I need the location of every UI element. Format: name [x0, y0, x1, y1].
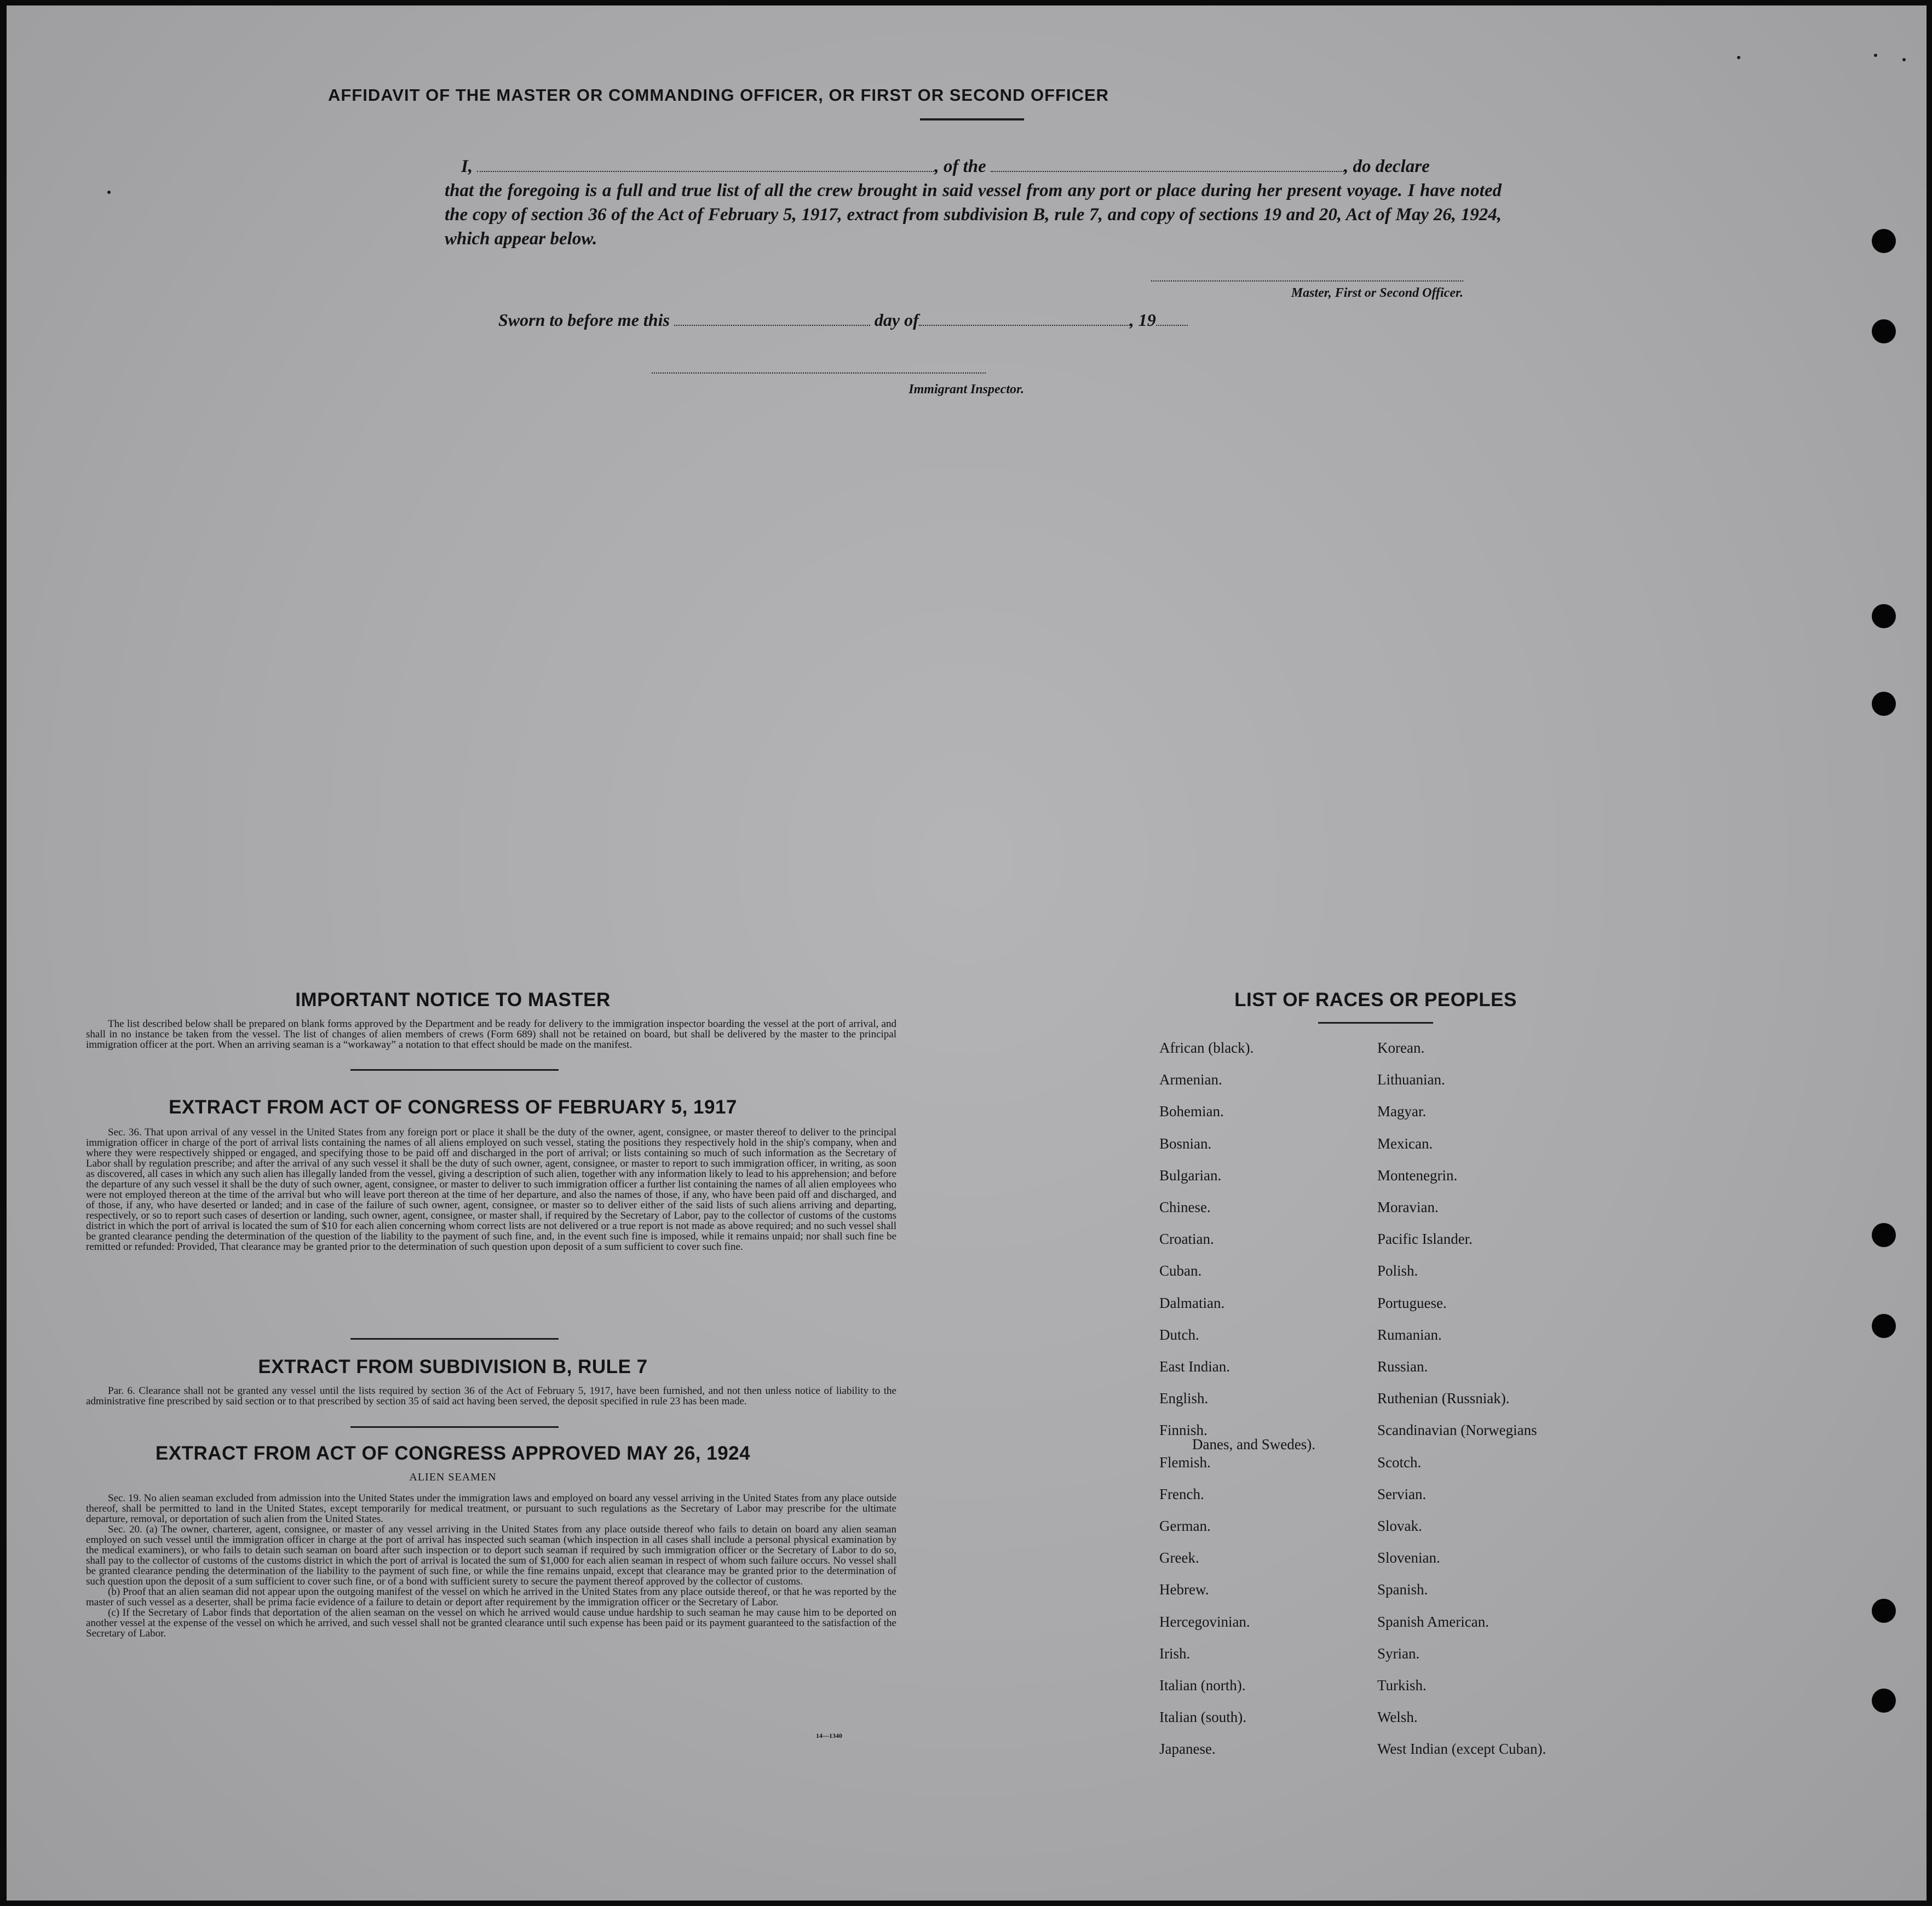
sec20a-text: Sec. 20. (a) The owner, charterer, agent, consignee, or master of any vessel arriving in the United States from any place outside thereof who fails to detain on board any alien seaman employed on such vessel until the immigration officer in charge at the port of arrival has inspected such seaman (which inspection in all cases shall include a personal physical examination by the medical examiners), or who fails to detain such seaman on board after such inspection or to deport such seaman if required by such immigration officer or the Secretary of Labor to do so, shall pay to the collector of customs of the customs district in which the port of arrival is located the sum of $1,000 for each alien seaman in respect of whom such failure occurs. No vessel shall be granted clearance pending the determination of the liability to the payment of such fine, or while the fine remains unpaid, except that clearance may be granted prior to the determination of such question upon the deposit of a sum sufficient to cover such fine, or of a bond with sufficient surety to secure the payment thereof approved by the collector of customs. — [86, 1524, 896, 1587]
race-item: Korean. — [1377, 1040, 1425, 1056]
officer-name-field[interactable] — [477, 157, 934, 172]
race-item: Irish. — [1159, 1645, 1191, 1662]
race-item: Slovak. — [1377, 1518, 1422, 1534]
race-item: Armenian. — [1159, 1071, 1222, 1088]
race-item: Montenegrin. — [1377, 1167, 1458, 1184]
of-the-text: , of the — [934, 157, 986, 176]
master-signature-field[interactable] — [1151, 280, 1463, 282]
extract-1924-body — [86, 1493, 896, 1639]
sworn-month-field[interactable] — [919, 311, 1130, 326]
race-item: Servian. — [1377, 1485, 1427, 1502]
race-item: Russian. — [1377, 1358, 1428, 1375]
race-item: Bosnian. — [1159, 1135, 1212, 1152]
race-item: Syrian. — [1377, 1645, 1420, 1662]
punch-hole — [1872, 1223, 1896, 1247]
race-item: Bohemian. — [1159, 1103, 1224, 1120]
race-item: Chinese. — [1159, 1199, 1211, 1215]
extract-1917-title: EXTRACT FROM ACT OF CONGRESS OF FEBRUARY 5, 1917 — [169, 1096, 737, 1118]
declaration-first-line — [445, 154, 1502, 179]
vessel-name-field[interactable] — [991, 157, 1344, 172]
sworn-line — [498, 310, 1188, 330]
sworn-prefix: Sworn to before me this — [498, 310, 670, 330]
race-item: French. — [1159, 1485, 1204, 1502]
punch-hole — [1872, 1689, 1896, 1713]
race-item: Greek. — [1159, 1549, 1199, 1566]
master-signature-label: Master, First or Second Officer. — [1291, 286, 1463, 300]
notice-body: The list described below shall be prepared on blank forms approved by the Department and be ready for delivery to the immigration inspector boarding the vessel at the port of arrival, and shall in no instance be taken from the vessel. The list of changes of alien members of crews (Form 689) shall not be retained on board, but shall be delivered by the master to the principal immigration officer at the port. When an arriving seaman is a “workaway” a notation to that effect should be made on the manifest. — [86, 1018, 896, 1050]
race-item: Italian (north). — [1159, 1677, 1246, 1693]
punch-hole — [1872, 1599, 1896, 1623]
declaration-text: that the foregoing is a full and true list of all the crew brought in said vessel from any port or place during her present voyage. I have noted the copy of section 36 of the Act of February 5, 1917, extract from subdivision B, rule 7, and copy of sections 19 and 20, Act of May 26, 1924, which appear below. — [445, 181, 1502, 249]
race-item: Slovenian. — [1377, 1549, 1440, 1566]
rule7-body: Par. 6. Clearance shall not be granted any vessel until the lists required by section 36 of the Act of February 5, 1917, have been furnished, and not then unless notice of liability to the administrative fine prescribed by said section or to that prescribed by section 35 of said act having been served, the deposit specified in rule 23 has been made. — [86, 1385, 896, 1407]
sworn-year-field[interactable] — [1156, 311, 1188, 326]
sec19-text: Sec. 19. No alien seaman excluded from admission into the United States under the immigration laws and employed on board any vessel arriving in the United States from any place outside thereof, shall be permitted to land in the United States, except temporarily for medical treatment, or pursuant to such regulations as the Secretary of Labor may prescribe for the ultimate departure, removal, or deportation of such alien from the United States. — [86, 1492, 896, 1525]
year-prefix: , 19 — [1129, 310, 1156, 330]
race-item: West Indian (except Cuban). — [1377, 1741, 1546, 1758]
affidavit-declaration — [445, 154, 1502, 251]
race-item: English. — [1159, 1390, 1209, 1407]
sworn-day-field[interactable] — [674, 311, 870, 326]
race-item: Croatian. — [1159, 1231, 1214, 1248]
race-item: Ruthenian (Russniak). — [1377, 1390, 1510, 1407]
sec20b-text: (b) Proof that an alien seaman did not appear upon the outgoing manifest of the vessel on which he arrived in the United States from any place outside thereof, or that he was reported by the master of such vessel as a deserter, shall be prima facie evidence of a failure to detain or deport after requirement by the immigration officer or the Secretary of Labor. — [86, 1586, 896, 1608]
race-item: Lithuanian. — [1377, 1071, 1445, 1088]
race-item: Dutch. — [1159, 1326, 1199, 1343]
race-item: Hebrew. — [1159, 1581, 1209, 1598]
races-title: LIST OF RACES OR PEOPLES — [1234, 989, 1517, 1011]
race-item: Spanish American. — [1377, 1613, 1489, 1630]
punch-hole — [1872, 692, 1896, 716]
ink-speck — [1874, 54, 1877, 57]
document-page — [7, 5, 1927, 1901]
sec20c-text: (c) If the Secretary of Labor finds that deportation of the alien seaman on the vessel on which he arrived would cause undue hardship to such seaman he may cause him to be deported on another vessel at the expense of the vessel on which he arrived, and such vessel shall not be granted clearance until such expense has been paid or its payment guaranteed to the satisfaction of the Secretary of Labor. — [86, 1607, 896, 1639]
race-item: Finnish. — [1159, 1422, 1208, 1439]
race-item: Japanese. — [1159, 1741, 1216, 1758]
inspector-signature-field[interactable] — [652, 372, 986, 374]
section-rule — [350, 1338, 559, 1340]
race-item: East Indian. — [1159, 1358, 1230, 1375]
title-rule — [920, 118, 1024, 120]
race-item: Magyar. — [1377, 1103, 1427, 1120]
race-item: Scandinavian (Norwegians — [1377, 1422, 1537, 1439]
day-of-text: day of — [874, 310, 919, 330]
race-item: Mexican. — [1377, 1135, 1433, 1152]
section-rule — [350, 1426, 559, 1428]
extract-1917-body: Sec. 36. That upon arrival of any vessel in the United States from any foreign port or place it shall be the duty of the owner, agent, consignee, or master thereof to deliver to the principal immigration officer in charge of the port of arrival lists containing the names of all aliens employed on such vessel, stating the positions they respectively hold in the ship's company, when and where they were respectively shipped or engaged, and specifying those to be paid off and discharged in the port of arrival; or lists containing so much of such information as the Secretary of Labor shall by regulation prescribe; and after the arrival of any such vessel it shall be the duty of such owner, agent, consignee, or master to report to such immigration officer, in writing, as soon as discovered, all cases in which any such alien has illegally landed from the vessel, giving a description of such alien, together with any information likely to lead to his apprehension; and before the departure of any such vessel it shall be the duty of such owner, agent, consignee, or master to deliver to such immigration officer a further list containing the names of all alien employees who were not employed thereon at the time of the arrival but who will leave port thereon at the time of her departure, and also the names of those, if any, who have been paid off and discharged, and of those, if any, who have deserted or landed; and in case of the failure of such owner, agent, consignee, or master so to deliver either of the said lists of such aliens arriving and departing, respectively, or so to report such cases of desertion or landing, such owner, agent, consignee, or master shall, if required by the Secretary of Labor, pay to the collector of customs of the customs district in which the port of arrival is located the sum of $10 for each alien concerning whom correct lists are not delivered or a true report is not made as above required; and no such vessel shall be granted clearance pending the determination of the question of the liability to the payment of such fine, and, in the event such fine is imposed, while it remains unpaid; nor shall such fine be remitted or refunded: Provided, That clearance may be granted prior to the determination of such question upon deposit of a sum sufficient to cover such fine. — [86, 1127, 896, 1253]
form-number: 14—1340 — [816, 1732, 842, 1739]
races-title-rule — [1318, 1022, 1433, 1024]
alien-seamen-subtitle: ALIEN SEAMEN — [409, 1471, 497, 1483]
affidavit-title: AFFIDAVIT OF THE MASTER OR COMMANDING OFFICER, OR FIRST OR SECOND OFFICER — [327, 85, 1109, 105]
ink-speck — [1902, 58, 1906, 61]
race-item: Turkish. — [1377, 1677, 1427, 1693]
race-item: African (black). — [1159, 1040, 1254, 1056]
ink-speck — [1737, 56, 1740, 59]
punch-hole — [1872, 1314, 1896, 1338]
race-item: Danes, and Swedes). — [1192, 1436, 1315, 1453]
race-item: Portuguese. — [1377, 1294, 1447, 1311]
race-item: Dalmatian. — [1159, 1294, 1225, 1311]
race-item: Hercegovinian. — [1159, 1613, 1250, 1630]
race-item: Cuban. — [1159, 1262, 1202, 1279]
ink-speck — [107, 191, 111, 194]
race-item: Italian (south). — [1159, 1709, 1246, 1726]
race-item: Flemish. — [1159, 1454, 1211, 1471]
declarant-pronoun: I, — [461, 157, 473, 176]
race-item: Bulgarian. — [1159, 1167, 1222, 1184]
race-item: Moravian. — [1377, 1199, 1439, 1215]
punch-hole — [1872, 604, 1896, 628]
race-item: Spanish. — [1377, 1581, 1428, 1598]
race-item: Welsh. — [1377, 1709, 1418, 1726]
section-rule — [350, 1069, 559, 1071]
punch-hole — [1872, 229, 1896, 253]
do-declare-text: , do declare — [1344, 157, 1430, 176]
punch-hole — [1872, 319, 1896, 343]
race-item: Scotch. — [1377, 1454, 1422, 1471]
rule7-title: EXTRACT FROM SUBDIVISION B, RULE 7 — [258, 1356, 648, 1377]
extract-1924-title: EXTRACT FROM ACT OF CONGRESS APPROVED MAY 26, 1924 — [155, 1443, 751, 1464]
race-item: Rumanian. — [1377, 1326, 1442, 1343]
notice-title: IMPORTANT NOTICE TO MASTER — [295, 989, 611, 1011]
race-item: German. — [1159, 1518, 1211, 1534]
inspector-label: Immigrant Inspector. — [909, 382, 1024, 397]
race-item: Polish. — [1377, 1262, 1418, 1279]
race-item: Pacific Islander. — [1377, 1231, 1473, 1248]
